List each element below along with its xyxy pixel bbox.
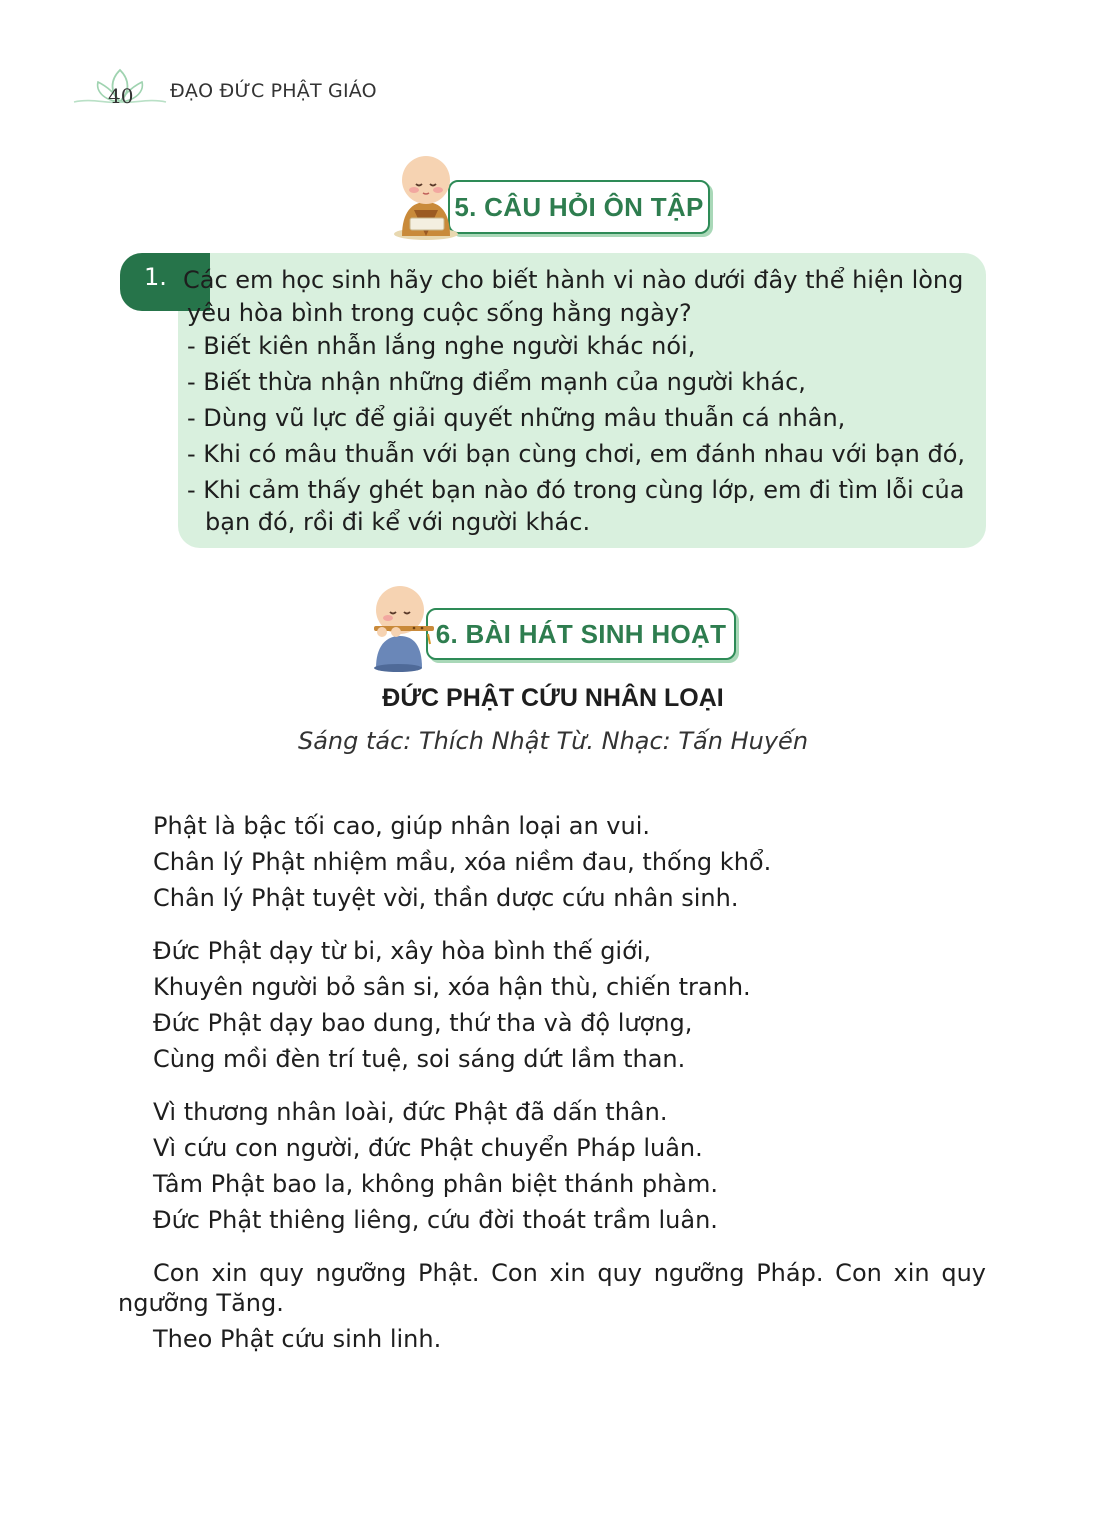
lyric-line: Vì cứu con người, đức Phật chuyển Pháp luân. <box>153 1134 703 1162</box>
lyric-line: Chân lý Phật nhiệm mầu, xóa niềm đau, thống khổ. <box>153 848 772 876</box>
closing-line: Theo Phật cứu sinh linh. <box>153 1325 442 1353</box>
lyric-line: Đức Phật dạy bao dung, thứ tha và độ lượng, <box>153 1009 693 1037</box>
page-number: 40 <box>108 84 134 108</box>
song-title: ĐỨC PHẬT CỨU NHÂN LOẠI <box>382 684 724 712</box>
monk-reading-icon <box>392 152 464 242</box>
lyric-line: Đức Phật dạy từ bi, xây hòa bình thế giới, <box>153 937 652 965</box>
song-credit: Sáng tác: Thích Nhật Từ. Nhạc: Tấn Huyến <box>297 727 809 755</box>
question-stem-line-1: Các em học sinh hãy cho biết hành vi nào dưới đây thể hiện lòng <box>183 266 964 294</box>
answer-option-continuation: bạn đó, rồi đi kể với người khác. <box>205 508 591 536</box>
page-header <box>72 62 472 110</box>
section-5-label-box <box>448 180 710 234</box>
lyric-line: Phật là bậc tối cao, giúp nhân loại an vui. <box>153 812 650 840</box>
monk-flute-icon <box>368 582 440 672</box>
section-6-label-box <box>426 608 736 660</box>
song-verse-3 <box>153 1094 718 1238</box>
section-6-heading <box>368 582 748 672</box>
question-text <box>183 262 983 536</box>
song-refuge-stanza <box>118 1258 986 1354</box>
section-6-title: 6. BÀI HÁT SINH HOẠT <box>435 618 727 649</box>
lyric-line: Vì thương nhân loài, đức Phật đã dấn thân. <box>153 1098 668 1126</box>
question-number: 1. <box>144 263 167 291</box>
lyric-line: Tâm Phật bao la, không phân biệt thánh phàm. <box>153 1170 718 1198</box>
lyric-line: Cùng mồi đèn trí tuệ, soi sáng dứt lầm than. <box>153 1045 686 1073</box>
song-verse-1 <box>153 808 771 916</box>
refuge-paragraph: Con xin quy ngưỡng Phật. Con xin quy ngưỡng Pháp. Con xin quy ngưỡng Tăng. <box>118 1259 986 1317</box>
section-5-heading <box>392 152 722 242</box>
lyric-line: Chân lý Phật tuyệt vời, thần dược cứu nhân sinh. <box>153 884 739 912</box>
answer-option: - Khi có mâu thuẫn với bạn cùng chơi, em đánh nhau với bạn đó, <box>187 440 966 468</box>
lyric-line: Khuyên người bỏ sân si, xóa hận thù, chiến tranh. <box>153 973 751 1001</box>
lyric-line: Đức Phật thiêng liêng, cứu đời thoát trầm luân. <box>153 1206 718 1234</box>
question-stem-line-2: yêu hòa bình trong cuộc sống hằng ngày? <box>187 299 692 327</box>
book-title: ĐẠO ĐỨC PHẬT GIÁO <box>170 80 377 102</box>
answer-option: - Biết kiên nhẫn lắng nghe người khác nói, <box>187 332 696 360</box>
answer-option: - Dùng vũ lực để giải quyết những mâu thuẫn cá nhân, <box>187 404 846 432</box>
answer-option: - Khi cảm thấy ghét bạn nào đó trong cùng lớp, em đi tìm lỗi của <box>187 476 965 504</box>
song-verse-2 <box>153 933 751 1077</box>
answer-option: - Biết thừa nhận những điểm mạnh của người khác, <box>187 368 806 396</box>
section-5-title: 5. CÂU HỎI ÔN TẬP <box>454 191 704 222</box>
